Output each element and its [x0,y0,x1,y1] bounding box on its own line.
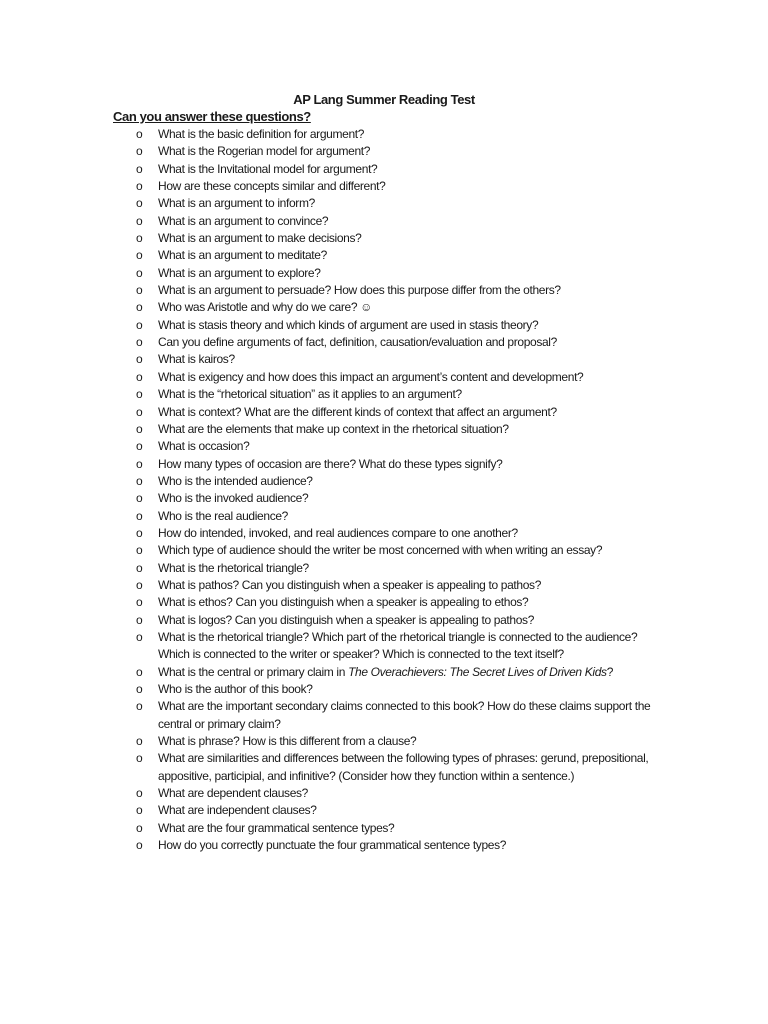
bullet-marker: o [136,525,143,540]
bullet-marker: o [136,248,143,263]
question-text: What is the rhetorical triangle? [158,560,309,575]
bullet-marker: o [136,231,143,246]
bullet-marker: o [136,786,143,801]
bullet-marker: o [136,161,143,176]
question-item [0,265,768,282]
question-item [0,421,768,438]
bullet-marker: o [136,283,143,298]
bullet-marker: o [136,838,143,853]
question-text: Which type of audience should the writer be most concerned with when writing an essay? [158,543,603,558]
bullet-marker: o [136,473,143,488]
question-text: What is ethos? Can you distinguish when a speaker is appealing to ethos? [158,595,529,610]
question-item [0,317,768,334]
question-text: What is pathos? Can you distinguish when a speaker is appealing to pathos? [158,577,542,592]
question-item [0,126,768,143]
question-text: What is the “rhetorical situation” as it applies to an argument? [158,387,462,402]
question-text: What is an argument to convince? [158,213,329,228]
question-item [0,820,768,837]
question-text: What is context? What are the different kinds of context that affect an argument? [158,404,557,419]
question-item [0,525,768,542]
question-text: What is the basic definition for argument? [158,127,365,141]
question-text: What are independent clauses? [158,803,317,818]
question-text: What are dependent clauses? [158,786,308,801]
question-text: Who is the intended audience? [158,473,313,488]
bullet-marker: o [136,751,143,766]
bullet-marker: o [136,612,143,627]
question-item [0,473,768,490]
bullet-marker: o [136,265,143,280]
bullet-marker: o [136,404,143,419]
question-text: What are the elements that make up context in the rhetorical situation? [158,421,509,436]
question-text: What are the four grammatical sentence types? [158,820,395,835]
question-text: What is an argument to explore? [158,265,321,280]
question-item [0,698,768,733]
bullet-marker: o [136,699,143,714]
bullet-marker: o [136,300,143,315]
question-item [0,161,768,178]
question-item [0,195,768,212]
question-text: What is an argument to inform? [158,196,315,211]
question-item [0,230,768,247]
question-item [0,612,768,629]
question-text: How many types of occasion are there? What do these types signify? [158,456,503,471]
question-item [0,178,768,195]
bullet-marker: o [136,664,143,679]
question-item [0,282,768,299]
question-item [0,560,768,577]
question-text: What is occasion? [158,439,250,454]
question-item [0,299,768,316]
question-item [0,213,768,230]
question-text: What is an argument to persuade? How does this purpose differ from the others? [158,283,561,298]
bullet-marker: o [136,682,143,696]
bullet-marker: o [136,491,143,506]
bullet-marker: o [136,456,143,471]
question-item [0,577,768,594]
question-item [0,508,768,525]
question-item [0,594,768,611]
bullet-marker: o [136,369,143,384]
question-item [0,629,768,664]
bullet-marker: o [136,317,143,332]
question-text: Who is the invoked audience? [158,491,309,506]
question-item [0,369,768,386]
question-item [0,733,768,750]
question-item [0,351,768,368]
bullet-marker: o [136,144,143,159]
bullet-marker: o [136,335,143,350]
bullet-marker: o [136,213,143,228]
page-title: AP Lang Summer Reading Test [293,92,475,107]
bullet-marker: o [136,734,143,749]
question-item [0,334,768,351]
question-text: What is kairos? [158,352,235,367]
bullet-marker: o [136,439,143,454]
bullet-marker: o [136,820,143,835]
section-heading: Can you answer these questions? [113,109,311,124]
question-text: How are these concepts similar and different? [158,179,386,194]
question-item [0,837,768,854]
question-list [0,126,768,854]
question-item [0,785,768,802]
question-text: What are similarities and differences between the following types of phrases: gerund, prepositional, appositive, participial, and infinitive? (Consider how they function within a sentence.) [158,751,649,783]
question-text: What is phrase? How is this different from a clause? [158,734,417,749]
question-item [0,456,768,473]
bullet-marker: o [136,127,143,141]
bullet-marker: o [136,577,143,592]
bullet-marker: o [136,508,143,523]
question-item [0,143,768,160]
question-item [0,542,768,559]
question-item [0,247,768,264]
question-text: What is an argument to meditate? [158,248,327,263]
question-item [0,386,768,403]
question-text: Who is the author of this book? [158,682,313,696]
question-text: What is the central or primary claim in The Overachievers: The Secret Lives of Driven Kids? [158,664,614,679]
bullet-marker: o [136,803,143,818]
question-text: What is logos? Can you distinguish when a speaker is appealing to pathos? [158,612,535,627]
bullet-marker: o [136,560,143,575]
bullet-marker: o [136,179,143,194]
bullet-marker: o [136,421,143,436]
question-item [0,750,768,785]
question-text: What is the rhetorical triangle? Which part of the rhetorical triangle is connected to the audience? Which is connected to the writer or speaker? Which is connected to the text itself? [158,629,638,662]
question-text: What is the Rogerian model for argument? [158,144,371,159]
question-text: Who is the real audience? [158,508,289,523]
bullet-marker: o [136,387,143,402]
bullet-marker: o [136,629,143,644]
question-item [0,404,768,421]
bullet-marker: o [136,196,143,211]
question-text: Can you define arguments of fact, definition, causation/evaluation and proposal? [158,335,557,350]
question-item [0,664,768,681]
question-text: How do you correctly punctuate the four grammatical sentence types? [158,838,507,853]
bullet-marker: o [136,352,143,367]
question-item [0,681,768,698]
question-item [0,438,768,455]
question-text: What is an argument to make decisions? [158,231,362,246]
bullet-marker: o [136,543,143,558]
question-text: What is stasis theory and which kinds of argument are used in stasis theory? [158,317,539,332]
question-text: Who was Aristotle and why do we care? ☺ [158,300,373,315]
question-text: What is the Invitational model for argument? [158,161,378,176]
question-text: What is exigency and how does this impact an argument’s content and development? [158,369,584,384]
question-item [0,490,768,507]
question-item [0,802,768,819]
question-text: What are the important secondary claims connected to this book? How do these claims support the central or primary claim? [158,699,651,731]
bullet-marker: o [136,595,143,610]
question-text: How do intended, invoked, and real audiences compare to one another? [158,525,518,540]
book-title: The Overachievers: The Secret Lives of Driven Kids [348,664,607,679]
